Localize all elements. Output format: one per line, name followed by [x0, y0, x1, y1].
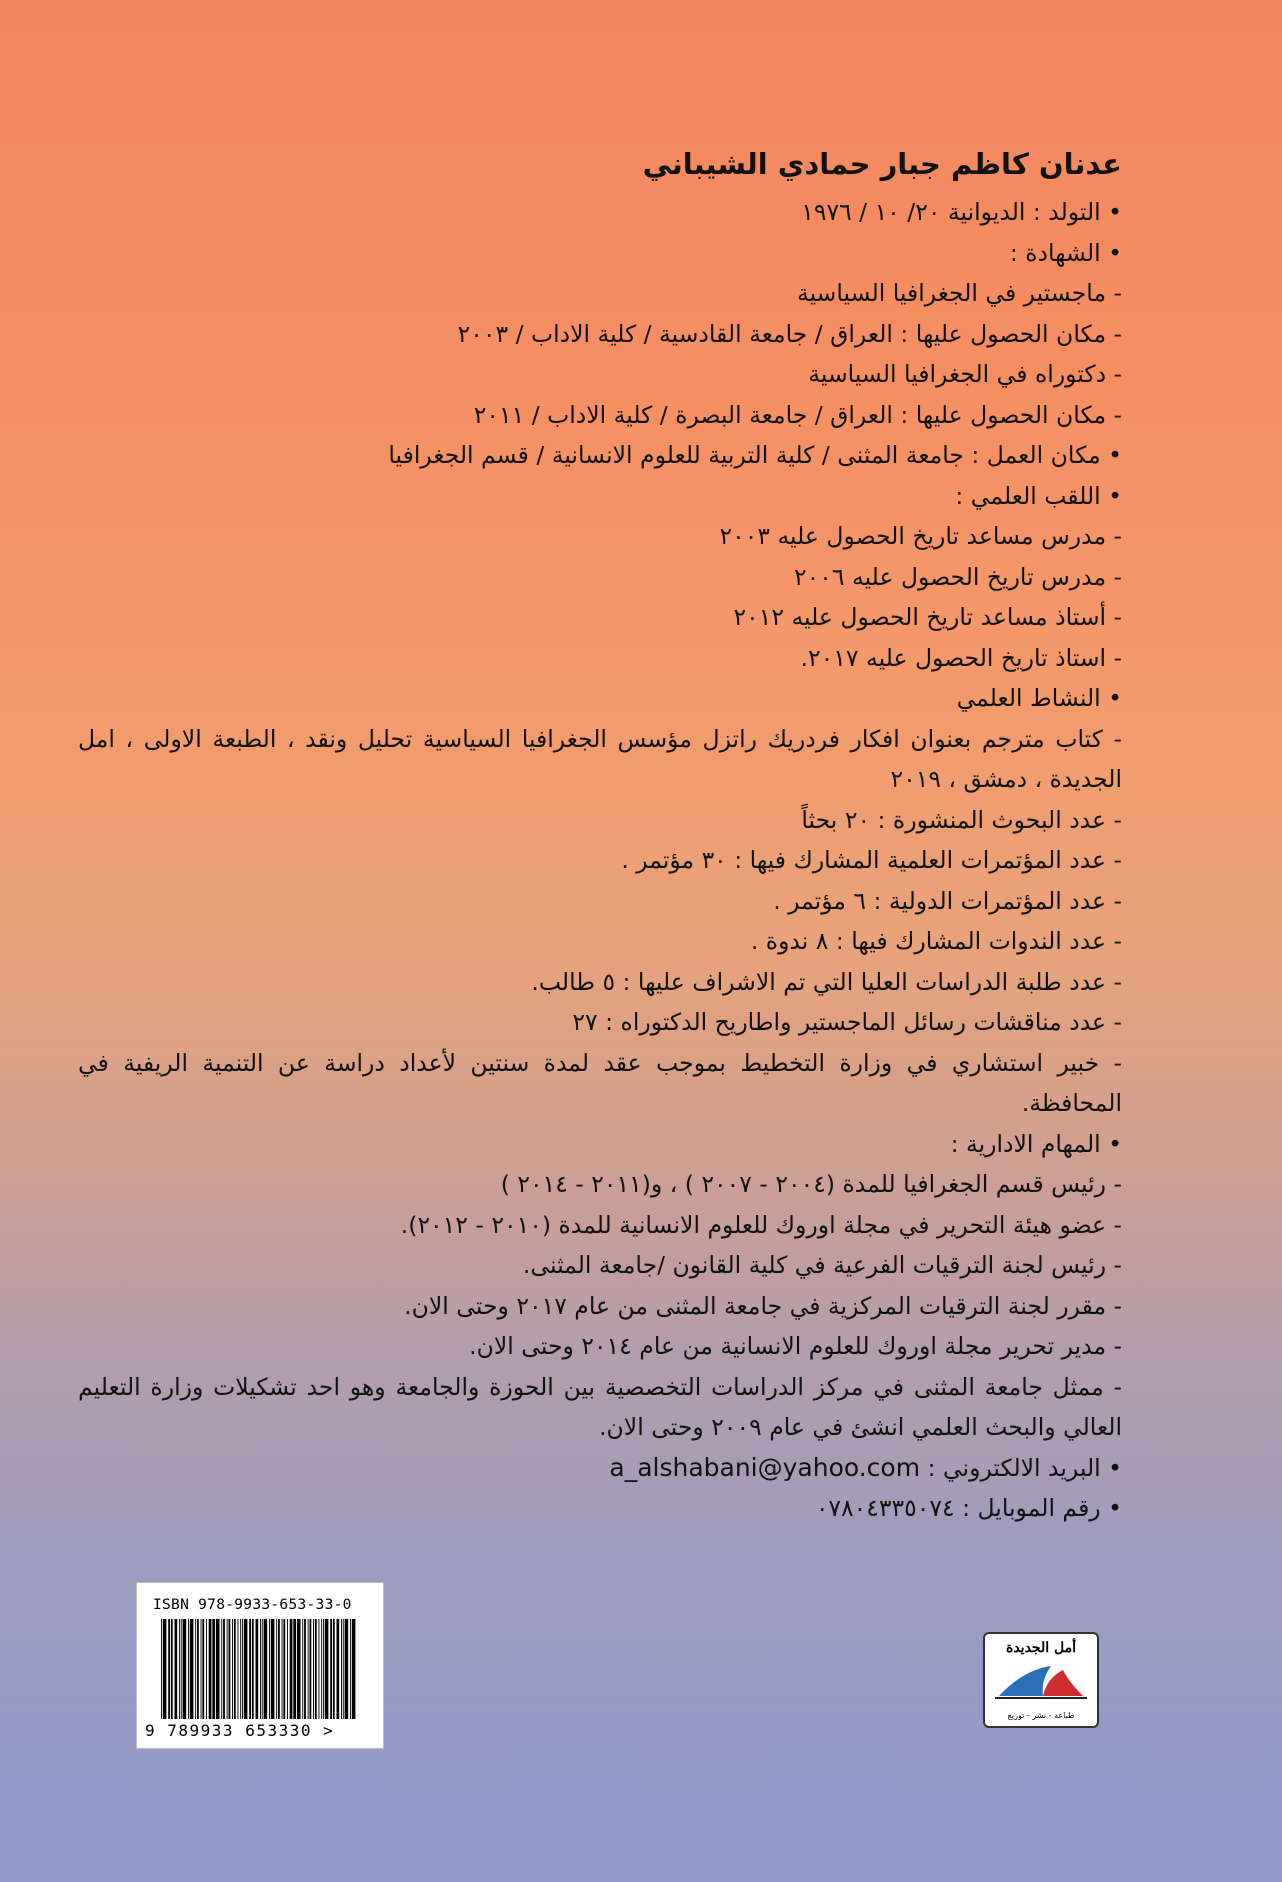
birth-line: • التولد : الديوانية ٢٠/ ١٠ / ١٩٧٦ [801, 198, 1122, 226]
author-name: عدنان كاظم جبار حمادي الشيباني [642, 147, 1122, 181]
conferences-count: - عدد المؤتمرات العلمية المشارك فيها : ٣٠ مؤتمر . [621, 846, 1122, 874]
email-line [78, 1448, 1122, 1489]
sub-committee-entry: - رئيس لجنة الترقيات الفرعية في كلية القانون /جامعة المثنى. [522, 1251, 1122, 1279]
publisher-name: أمل الجديدة [1006, 1640, 1076, 1656]
published-research-count: - عدد البحوث المنشورة : ٢٠ بحثاً [801, 805, 1122, 834]
isbn-barcode-box [136, 1582, 384, 1749]
rank-assistant-professor: - أستاذ مساعد تاريخ الحصول عليه ٢٠١٢ [733, 603, 1122, 631]
supervised-students-count: - عدد طلبة الدراسات العليا التي تم الاشراف عليها : ٥ طالب. [531, 967, 1122, 996]
central-committee-entry: - مقرر لجنة الترقيات المركزية في جامعة المثنى من عام ٢٠١٧ وحتى الان. [404, 1291, 1122, 1320]
masters-place: - مكان الحصول عليها : العراق / جامعة القادسية / كلية الاداب / ٢٠٠٣ [457, 319, 1122, 348]
managing-editor-entry: - مدير تحرير مجلة اوروك للعلوم الانسانية من عام ٢٠١٤ وحتى الان. [469, 1332, 1122, 1360]
translated-book-entry: - كتاب مترجم بعنوان افكار فردريك راتزل مؤسس الجغرافيا السياسية تحليل ونقد ، الطبعة الاولى ، امل الجديدة ، دمشق ، ٢٠١٩ [78, 724, 1122, 793]
department-head-entry: - رئيس قسم الجغرافيا للمدة (٢٠٠٤ - ٢٠٠٧ ) ، و(٢٠١١ - ٢٠١٤ ) [500, 1170, 1122, 1198]
rank-lecturer: - مدرس تاريخ الحصول عليه ٢٠٠٦ [794, 562, 1122, 591]
barcode-image [159, 1619, 359, 1719]
academic-title-heading: • اللقب العلمي : [955, 481, 1122, 510]
email-label: • البريد الالكتروني : [927, 1453, 1122, 1482]
editorial-board-entry: - عضو هيئة التحرير في مجلة اوروك للعلوم الانسانية للمدة (٢٠١٠ - ٢٠١٢). [400, 1210, 1122, 1239]
degree-heading: • الشهادة : [1009, 238, 1122, 267]
administrative-heading: • المهام الادارية : [950, 1129, 1122, 1158]
workplace-line: • مكان العمل : جامعة المثنى / كلية التربية للعلوم الانسانية / قسم الجغرافيا [388, 441, 1122, 469]
scientific-activity-heading: • النشاط العلمي [956, 684, 1122, 712]
university-representative-entry: - ممثل جامعة المثنى في مركز الدراسات التخصصية بين الحوزة والجامعة وهو احد تشكيلات وزارة التعليم العالي والبحث العلمي انشئ في عام ٢٠٠٩ وحتى الان. [78, 1372, 1122, 1441]
masters-degree: - ماجستير في الجغرافيا السياسية [796, 279, 1122, 307]
rank-professor: - استاذ تاريخ الحصول عليه ٢٠١٧. [800, 643, 1122, 672]
thesis-discussions-count: - عدد مناقشات رسائل الماجستير واطاريح الدكتوراه : ٢٧ [572, 1008, 1122, 1036]
consultant-entry: - خبير استشاري في وزارة التخطيط بموجب عقد لمدة سنتين لأعداد دراسة عن التنمية الريفية في المحافظة. [78, 1048, 1122, 1117]
mobile-line: • رقم الموبايل : ٠٧٨٠٤٣٣٥٠٧٤ [815, 1494, 1122, 1522]
phd-degree: - دكتوراه في الجغرافيا السياسية [808, 360, 1122, 388]
phd-place: - مكان الحصول عليها : العراق / جامعة البصرة / كلية الاداب / ٢٠١١ [473, 400, 1122, 429]
sail-icon [993, 1662, 1089, 1702]
isbn-label: ISBN 978-9933-653-33-0 [153, 1597, 352, 1613]
author-biography [78, 138, 1122, 1529]
international-conferences-count: - عدد المؤتمرات الدولية : ٦ مؤتمر . [773, 886, 1122, 915]
rank-assistant-lecturer: - مدرس مساعد تاريخ الحصول عليه ٢٠٠٣ [719, 522, 1122, 550]
barcode-digits: 9 789933 653330 > [145, 1721, 335, 1740]
email-address[interactable]: a_alshabani@yahoo.com [609, 1452, 921, 1482]
publisher-tagline: طباعة - نشر - توزيع [1007, 1711, 1075, 1720]
seminars-count: - عدد الندوات المشارك فيها : ٨ ندوة . [750, 927, 1122, 955]
publisher-logo [983, 1632, 1099, 1728]
